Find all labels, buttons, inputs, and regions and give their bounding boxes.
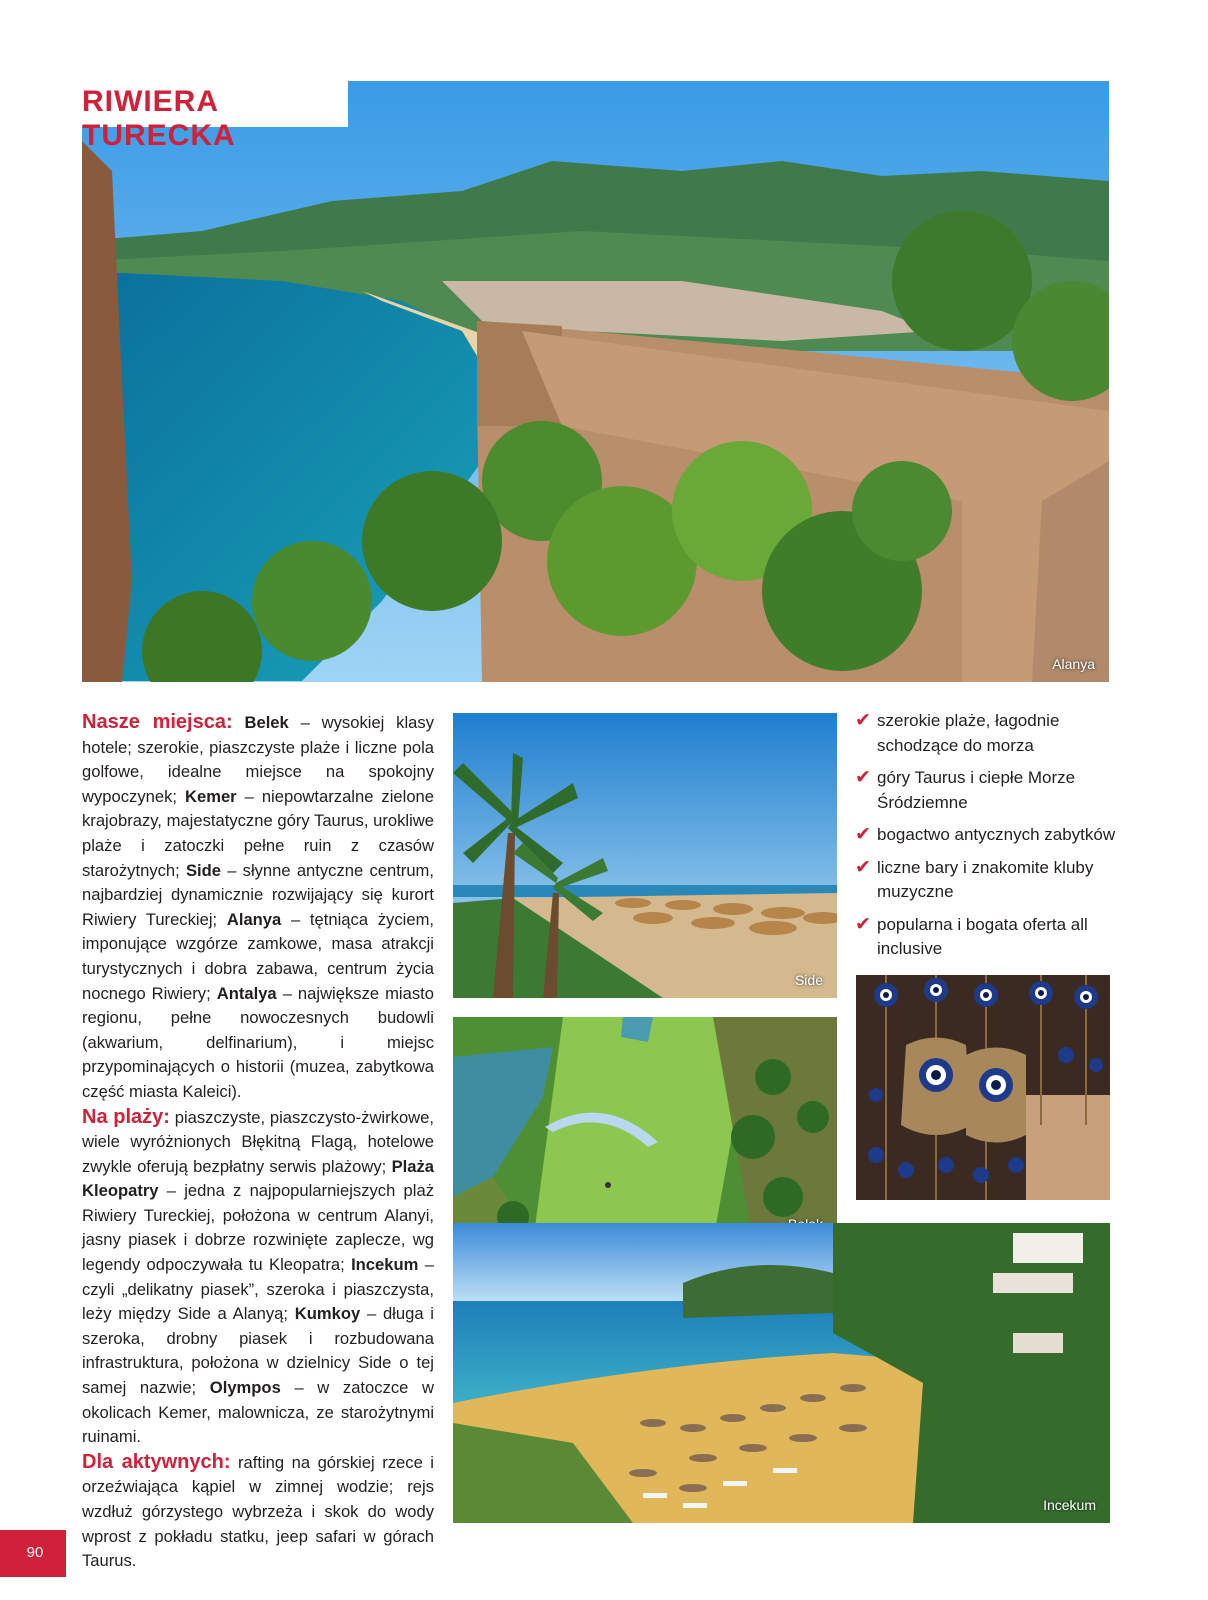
place-description: – słynne antyczne centrum, najbardziej dynamicznie rozwijający się kurort Riwiery Tureckiej; — [82, 860, 434, 929]
check-icon: ✔ — [855, 913, 871, 935]
beach-description: – długa i szeroka, drobny piasek i rozbudowana infrastruktura, położona w dzielnicy Side o tej samej nazwie; — [82, 1304, 434, 1398]
section-heading: Nasze miejsca: — [82, 711, 233, 733]
highlight-text: bogactwo antycznych zabytków — [877, 825, 1116, 844]
highlight-item — [855, 856, 1125, 905]
check-icon: ✔ — [855, 856, 871, 878]
alanya-landscape-illustration — [82, 81, 1109, 682]
page-number-box — [0, 1530, 66, 1577]
place-description: – tętniąca życiem, imponujące wzgórze zamkowe, masa atrakcji turystycznych i dobra zabawa, centrum życia nocnego Riwiery; — [82, 909, 435, 1003]
incekum-photo — [453, 1223, 1110, 1523]
place-description: – wysokiej klasy hotele; szerokie, piaszczyste plaże i liczne pola golfowe, idealne miejsce na spokojny wypoczynek; — [82, 713, 434, 806]
place-description: – największe miasto regionu, pełne nowoczesnych budowli (akwarium, delfinarium), i miejsc przypominających o historii (muzea, zabytkowa część miasta Kaleici). — [82, 983, 434, 1101]
check-icon: ✔ — [855, 824, 871, 845]
side-beach-illustration — [453, 713, 837, 998]
beach-name: Kumkoy — [294, 1304, 361, 1324]
activities-description: rafting na górskiej rzece i orzeźwiająca kąpiel w zimnej wodzie; rejs wzdłuż górzystego wybrzeża i skok do wody wprost z pokładu statku, jeep safari w górach Taurus. — [82, 1452, 434, 1571]
beach-description: – w zatoczce w okolicach Kemer, malownicza, ze starożytnymi ruinami. — [82, 1378, 435, 1447]
beach-intro: piaszczyste, piaszczysto-żwirkowe, wiele wyróżnionych Błękitną Flagą, hotelowe zwykle oferują bezpłatny serwis plażowy; — [82, 1107, 434, 1176]
place-name: Belek — [244, 713, 289, 732]
place-name: Antalya — [216, 983, 277, 1003]
beach-description: – czyli „delikatny piasek”, szeroka i piaszczysta, leży między Side a Alanyą; — [82, 1255, 434, 1324]
check-icon: ✔ — [855, 710, 871, 731]
nazar-souvenirs-photo — [856, 975, 1110, 1200]
highlight-item — [855, 709, 1125, 758]
nazar-amulets-illustration — [856, 975, 1110, 1200]
section-heading: Na plaży: — [82, 1105, 170, 1128]
title-box — [82, 81, 348, 152]
alanya-caption: Alanya — [1052, 656, 1095, 672]
highlight-text: popularna i bogata oferta all inclusive — [877, 914, 1088, 958]
place-name: Kemer — [184, 786, 237, 806]
section-heading: Dla aktywnych: — [82, 1450, 231, 1473]
place-description: – niepowtarzalne zielone krajobrazy, majestatyczne góry Taurus, urokliwe plaże i zatoczki pełne ruin z czasów starożytnych; — [82, 786, 435, 880]
side-caption: Side — [794, 972, 823, 988]
place-name: Alanya — [226, 909, 282, 929]
highlight-text: góry Taurus i ciepłe Morze Śródziemne — [877, 768, 1076, 812]
highlight-item — [855, 823, 1125, 848]
check-icon: ✔ — [855, 767, 871, 788]
section-dla-aktywnych — [82, 1450, 434, 1574]
side-photo — [453, 713, 837, 998]
page-title: RIWIERA TURECKA — [82, 85, 236, 152]
belek-photo — [453, 1017, 837, 1242]
incekum-caption: Incekum — [1043, 1497, 1096, 1513]
section-na-plazy — [82, 1105, 434, 1450]
belek-golf-illustration — [453, 1017, 837, 1242]
highlight-item — [855, 766, 1125, 815]
highlight-text: szerokie plaże, łagodnie schodzące do morza — [877, 711, 1060, 755]
incekum-beach-illustration — [453, 1223, 1110, 1523]
beach-description: – jedna z najpopularniejszych plaż Riwiery Tureckiej, położona w centrum Alanyi, jasny piasek i dobrze rozwinięte zaplecze, wg legendy odpoczywała tu Kleopatra; — [82, 1181, 434, 1275]
highlight-text: liczne bary i znakomite kluby muzyczne — [877, 857, 1094, 901]
alanya-photo — [82, 81, 1109, 682]
highlight-item — [855, 913, 1125, 962]
place-name: Side — [185, 860, 222, 880]
beach-name: Plaża Kleopatry — [82, 1156, 434, 1201]
highlights-list — [855, 709, 1125, 970]
text-column — [82, 710, 434, 1574]
section-nasze-miejsca — [82, 710, 434, 1105]
beach-name: Incekum — [351, 1255, 419, 1275]
page-number: 90 — [26, 1544, 44, 1561]
beach-name: Olympos — [209, 1378, 281, 1398]
